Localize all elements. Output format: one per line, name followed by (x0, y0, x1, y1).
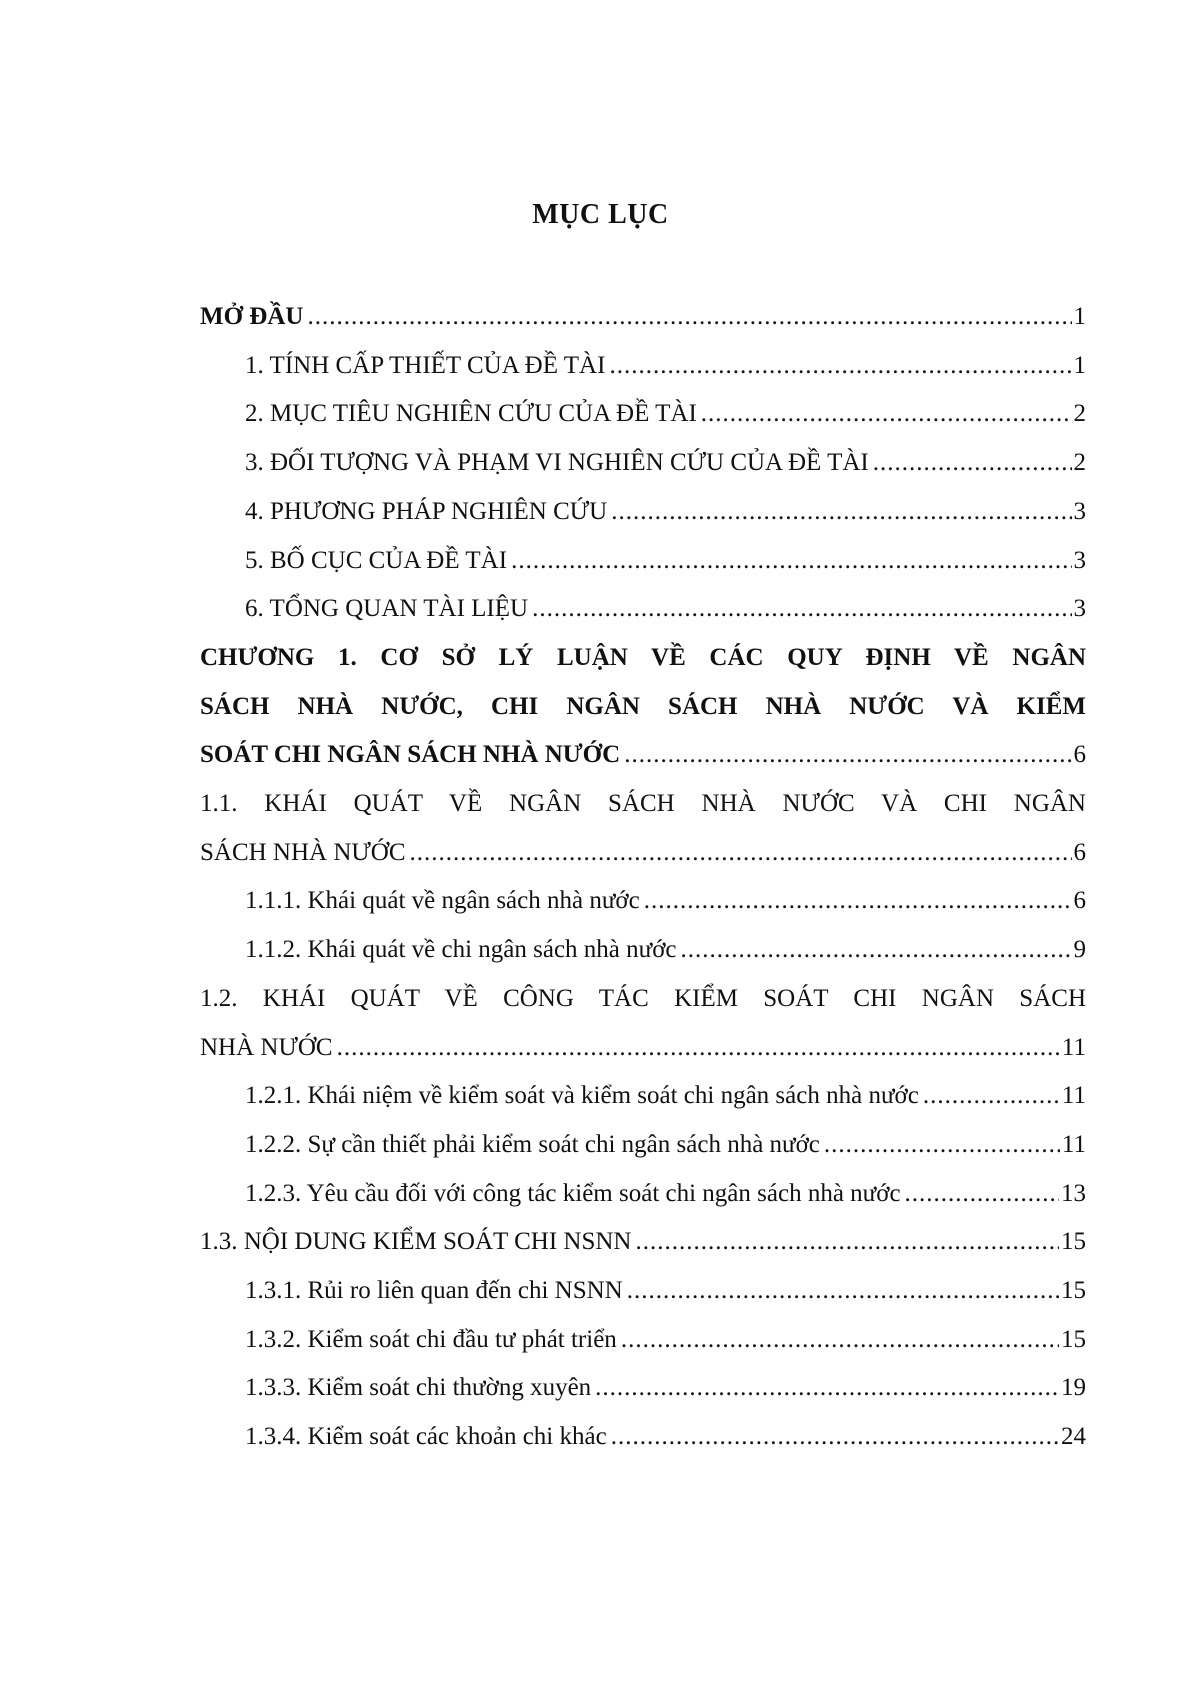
dot-leader (871, 439, 1072, 488)
toc-entry-line (245, 537, 1086, 586)
toc-entry-muc-1-1-2[interactable] (200, 926, 1086, 975)
toc-entry-page-number: 13 (1061, 1179, 1086, 1207)
toc-entry-line (200, 829, 1086, 878)
dot-leader (607, 342, 1071, 391)
toc-entry-page-number: 11 (1061, 1130, 1086, 1158)
toc-entry-page-number: 6 (1073, 838, 1086, 866)
toc-entry-line (245, 1316, 1086, 1365)
toc-entry-muc-6[interactable] (200, 585, 1086, 634)
toc-entry-muc-2[interactable] (200, 390, 1086, 439)
toc-entry-title: 2. MỤC TIÊU NGHIÊN CỨU CỦA ĐỀ TÀI (245, 400, 697, 428)
toc-entry-page-number: 11 (1061, 1082, 1086, 1110)
toc-entry-page-number: 3 (1073, 595, 1086, 623)
dot-leader (622, 731, 1071, 780)
toc-entry-title: 3. ĐỐI TƯỢNG VÀ PHẠM VI NGHIÊN CỨU CỦA ĐỀ TÀI (245, 449, 869, 477)
dot-leader (903, 1170, 1059, 1219)
toc-entry-line (245, 439, 1086, 488)
toc-entry-heading-line: 1.2. KHÁI QUÁT VỀ CÔNG TÁC KIỂM SOÁT CHI NGÂN SÁCH (200, 984, 1086, 1012)
toc-entry-muc-3[interactable] (200, 439, 1086, 488)
toc-entry-page-number: 6 (1073, 887, 1086, 915)
dot-leader (921, 1072, 1060, 1121)
toc-entry-title: MỞ ĐẦU (200, 303, 304, 330)
toc-entry-page-number: 6 (1073, 741, 1086, 769)
toc-entry-line (245, 1121, 1086, 1170)
toc-entry-title: SOÁT CHI NGÂN SÁCH NHÀ NƯỚC (200, 741, 621, 769)
toc-entry-heading-line: 1.1. KHÁI QUÁT VỀ NGÂN SÁCH NHÀ NƯỚC VÀ CHI NGÂN (200, 790, 1086, 818)
toc-entry-title: 1.1.1. Khái quát về ngân sách nhà nước (245, 887, 640, 915)
dot-leader (679, 926, 1072, 975)
toc-entry-line (245, 1413, 1086, 1462)
toc-entry-chuong-1[interactable] (200, 634, 1086, 780)
toc-title: MỤC LỤC (532, 199, 669, 230)
dot-leader (305, 293, 1071, 342)
toc-entry-muc-1-2[interactable] (200, 975, 1086, 1072)
toc-entry-title: 6. TỔNG QUAN TÀI LIỆU (245, 595, 529, 623)
toc-entry-heading-line: SÁCH NHÀ NƯỚC, CHI NGÂN SÁCH NHÀ NƯỚC VÀ KIỂM (200, 692, 1086, 720)
dot-leader (609, 488, 1071, 537)
toc-entry-mo-dau[interactable] (200, 293, 1086, 342)
dot-leader (633, 1218, 1059, 1267)
dot-leader (335, 1024, 1060, 1073)
toc-entry-line (200, 1218, 1086, 1267)
toc-entry-line (245, 1170, 1086, 1219)
dot-leader (593, 1364, 1059, 1413)
toc-entry-line (200, 1024, 1086, 1073)
toc-entry-title: 1.3.1. Rủi ro liên quan đến chi NSNN (245, 1277, 623, 1305)
toc-entry-page-number: 11 (1061, 1033, 1086, 1061)
toc-entry-page-number: 2 (1073, 449, 1086, 477)
toc-entry-page-number: 2 (1073, 400, 1086, 428)
toc-entry-muc-1-2-1[interactable] (200, 1072, 1086, 1121)
toc-entry-line (245, 390, 1086, 439)
dot-leader (509, 537, 1071, 586)
toc-entry-muc-1-3-1[interactable] (200, 1267, 1086, 1316)
toc-entry-muc-1-1-1[interactable] (200, 877, 1086, 926)
toc-entry-title: 4. PHƯƠNG PHÁP NGHIÊN CỨU (245, 497, 608, 525)
toc-entry-line (245, 1072, 1086, 1121)
toc-entry-page-number: 3 (1073, 497, 1086, 525)
toc-entry-line (245, 1364, 1086, 1413)
toc-entry-title: NHÀ NƯỚC (200, 1033, 333, 1061)
toc-entry-page-number: 15 (1061, 1325, 1086, 1353)
toc-entry-page-number: 15 (1061, 1228, 1086, 1256)
dot-leader (642, 877, 1072, 926)
dot-leader (619, 1316, 1059, 1365)
toc-entry-page-number: 1 (1073, 303, 1086, 330)
toc-entry-muc-1[interactable] (200, 342, 1086, 391)
toc-entry-muc-1-2-3[interactable] (200, 1170, 1086, 1219)
toc-entry-title: 1. TÍNH CẤP THIẾT CỦA ĐỀ TÀI (245, 351, 606, 379)
dot-leader (530, 585, 1071, 634)
toc-entry-title: 1.2.2. Sự cần thiết phải kiểm soát chi ngân sách nhà nước (245, 1130, 820, 1158)
toc-entry-heading-line: CHƯƠNG 1. CƠ SỞ LÝ LUẬN VỀ CÁC QUY ĐỊNH VỀ NGÂN (200, 643, 1086, 671)
dot-leader (699, 390, 1072, 439)
toc-entry-page-number: 15 (1061, 1277, 1086, 1305)
toc-entry-page-number: 1 (1073, 351, 1086, 379)
toc-entry-title: 1.3. NỘI DUNG KIỂM SOÁT CHI NSNN (200, 1228, 632, 1256)
toc-entry-title: 1.3.2. Kiểm soát chi đầu tư phát triển (245, 1325, 617, 1353)
toc-entry-title: 1.2.3. Yêu cầu đối với công tác kiểm soát chi ngân sách nhà nước (245, 1179, 901, 1207)
toc-entry-line (245, 926, 1086, 975)
toc-entry-muc-5[interactable] (200, 537, 1086, 586)
table-of-contents (200, 293, 1086, 1462)
toc-entry-title: 1.1.2. Khái quát về chi ngân sách nhà nước (245, 936, 677, 964)
toc-entry-title: 5. BỐ CỤC CỦA ĐỀ TÀI (245, 546, 508, 574)
toc-entry-page-number: 3 (1073, 546, 1086, 574)
toc-entry-line (200, 731, 1086, 780)
toc-entry-line (245, 488, 1086, 537)
toc-entry-title: 1.2.1. Khái niệm về kiểm soát và kiểm soát chi ngân sách nhà nước (245, 1082, 919, 1110)
toc-entry-line (245, 342, 1086, 391)
dot-leader (822, 1121, 1060, 1170)
toc-entry-muc-1-1[interactable] (200, 780, 1086, 877)
toc-entry-muc-1-2-2[interactable] (200, 1121, 1086, 1170)
dot-leader (625, 1267, 1059, 1316)
toc-entry-page-number: 9 (1073, 936, 1086, 964)
toc-entry-line (245, 1267, 1086, 1316)
toc-entry-title: 1.3.3. Kiểm soát chi thường xuyên (245, 1374, 592, 1402)
toc-entry-title: 1.3.4. Kiểm soát các khoản chi khác (245, 1423, 607, 1451)
toc-entry-line (200, 293, 1086, 342)
dot-leader (609, 1413, 1059, 1462)
toc-entry-muc-4[interactable] (200, 488, 1086, 537)
toc-entry-page-number: 24 (1061, 1423, 1086, 1451)
toc-entry-muc-1-3-3[interactable] (200, 1364, 1086, 1413)
dot-leader (408, 829, 1072, 878)
toc-entry-muc-1-3-4[interactable] (200, 1413, 1086, 1462)
toc-entry-muc-1-3-2[interactable] (200, 1316, 1086, 1365)
toc-entry-title: SÁCH NHÀ NƯỚC (200, 838, 406, 866)
toc-entry-line (245, 585, 1086, 634)
toc-entry-line (245, 877, 1086, 926)
toc-entry-page-number: 19 (1061, 1374, 1086, 1402)
toc-entry-muc-1-3[interactable] (200, 1218, 1086, 1267)
